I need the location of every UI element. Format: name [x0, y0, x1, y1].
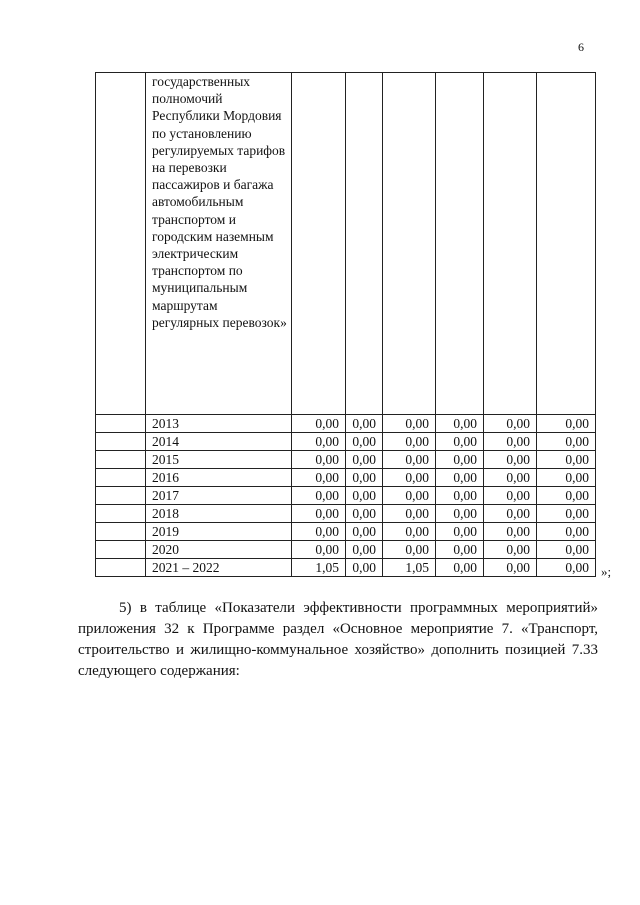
table-row: [96, 487, 596, 505]
value-cell: 0,00: [436, 559, 484, 577]
blank-cell: [96, 541, 146, 559]
year-cell: 2015: [146, 451, 292, 469]
value-cell: 0,00: [346, 487, 383, 505]
value-cell: 0,00: [292, 451, 346, 469]
value-cell: 0,00: [346, 559, 383, 577]
table-row: [96, 541, 596, 559]
value-cell: 0,00: [484, 487, 537, 505]
amendment-paragraph: 5) в таблице «Показатели эффективности программных мероприятий» приложения 32 к Программе раздел «Основное мероприятие 7. «Транспорт, строительство и жилищно-коммунальное хозяйство» дополнить позицией 7.33 следующего содержания:: [78, 600, 598, 679]
blank-cell: [292, 73, 346, 415]
value-cell: 0,00: [436, 451, 484, 469]
value-cell: 0,00: [292, 415, 346, 433]
value-cell: 0,00: [292, 487, 346, 505]
table-row: [96, 433, 596, 451]
value-cell: 0,00: [537, 451, 596, 469]
table-row: [96, 469, 596, 487]
value-cell: 0,00: [484, 505, 537, 523]
blank-cell: [96, 487, 146, 505]
value-cell: 0,00: [383, 433, 436, 451]
value-cell: 0,00: [346, 523, 383, 541]
table-row: [96, 451, 596, 469]
value-cell: 0,00: [537, 559, 596, 577]
value-cell: 0,00: [346, 433, 383, 451]
value-cell: 0,00: [436, 505, 484, 523]
value-cell: 0,00: [383, 469, 436, 487]
table-row: [96, 559, 596, 577]
page-number: 6: [578, 40, 584, 54]
value-cell: 0,00: [436, 487, 484, 505]
value-cell: 0,00: [484, 541, 537, 559]
value-cell: 1,05: [292, 559, 346, 577]
year-cell: 2018: [146, 505, 292, 523]
year-cell: 2013: [146, 415, 292, 433]
blank-cell: [96, 505, 146, 523]
value-cell: 0,00: [383, 541, 436, 559]
value-cell: 0,00: [484, 559, 537, 577]
blank-cell: [96, 469, 146, 487]
blank-cell: [436, 73, 484, 415]
year-cell: 2017: [146, 487, 292, 505]
table-row: [96, 505, 596, 523]
blank-cell: [96, 415, 146, 433]
year-cell: 2014: [146, 433, 292, 451]
value-cell: 0,00: [484, 523, 537, 541]
table-row: [96, 415, 596, 433]
value-cell: 0,00: [484, 433, 537, 451]
blank-cell: [96, 433, 146, 451]
value-cell: 0,00: [436, 415, 484, 433]
blank-cell: [383, 73, 436, 415]
value-cell: 0,00: [484, 451, 537, 469]
value-cell: 1,05: [383, 559, 436, 577]
description-row: [96, 73, 596, 415]
value-cell: 0,00: [346, 541, 383, 559]
value-cell: 0,00: [346, 505, 383, 523]
blank-cell: [484, 73, 537, 415]
year-cell: 2021 – 2022: [146, 559, 292, 577]
value-cell: 0,00: [537, 487, 596, 505]
description-cell: государственных полномочий Республики Мордовия по установлению регулируемых тарифов на перевозки пассажиров и багажа автомобильным транспортом и городским наземным электрическим транспортом по муниципальным маршрутам регулярных перевозок»: [146, 73, 292, 415]
value-cell: 0,00: [292, 469, 346, 487]
value-cell: 0,00: [346, 469, 383, 487]
value-cell: 0,00: [537, 523, 596, 541]
value-cell: 0,00: [537, 505, 596, 523]
value-cell: 0,00: [292, 433, 346, 451]
value-cell: 0,00: [292, 523, 346, 541]
value-cell: 0,00: [383, 505, 436, 523]
value-cell: 0,00: [346, 415, 383, 433]
blank-cell: [96, 559, 146, 577]
blank-cell: [346, 73, 383, 415]
year-cell: 2019: [146, 523, 292, 541]
value-cell: 0,00: [346, 451, 383, 469]
value-cell: 0,00: [383, 451, 436, 469]
value-cell: 0,00: [292, 505, 346, 523]
value-cell: 0,00: [383, 487, 436, 505]
value-cell: 0,00: [537, 415, 596, 433]
blank-cell: [537, 73, 596, 415]
value-cell: 0,00: [537, 541, 596, 559]
value-cell: 0,00: [292, 541, 346, 559]
value-cell: 0,00: [436, 433, 484, 451]
value-cell: 0,00: [537, 433, 596, 451]
blank-cell: [96, 451, 146, 469]
value-cell: 0,00: [484, 469, 537, 487]
budget-table: [95, 72, 596, 577]
value-cell: 0,00: [436, 469, 484, 487]
value-cell: 0,00: [436, 541, 484, 559]
year-cell: 2020: [146, 541, 292, 559]
year-cell: 2016: [146, 469, 292, 487]
value-cell: 0,00: [537, 469, 596, 487]
value-cell: 0,00: [383, 415, 436, 433]
value-cell: 0,00: [383, 523, 436, 541]
closing-quote-mark: »;: [601, 564, 612, 579]
blank-cell: [96, 523, 146, 541]
table-row: [96, 523, 596, 541]
value-cell: 0,00: [484, 415, 537, 433]
value-cell: 0,00: [436, 523, 484, 541]
blank-cell: [96, 73, 146, 415]
